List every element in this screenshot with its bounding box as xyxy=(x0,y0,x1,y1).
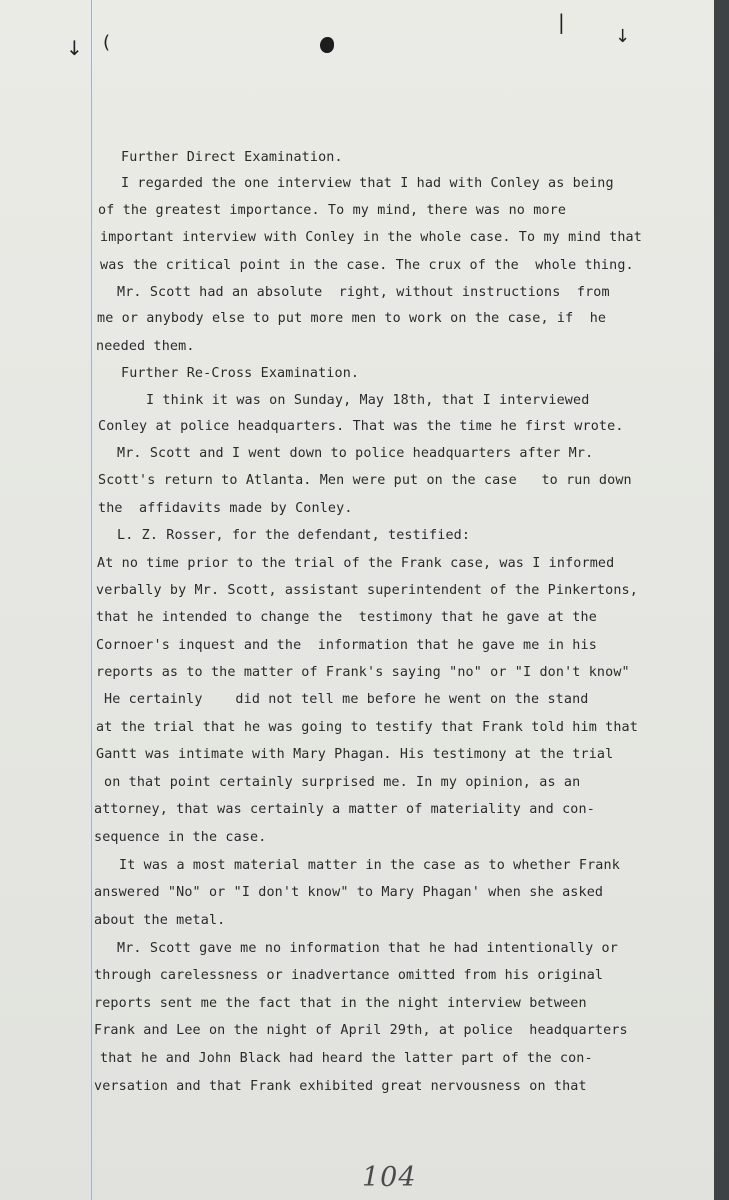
text-line: Mr. Scott and I went down to police headquarters after Mr. xyxy=(117,446,594,461)
text-line: attorney, that was certainly a matter of materiality and con- xyxy=(94,802,595,817)
text-line: Cornoer's inquest and the information that he gave me in his xyxy=(96,638,597,653)
text-line: Further Re-Cross Examination. xyxy=(121,366,360,381)
text-line: that he and John Black had heard the latter part of the con- xyxy=(100,1051,593,1066)
text-line: Further Direct Examination. xyxy=(121,150,343,165)
text-line: Frank and Lee on the night of April 29th, at police headquarters xyxy=(94,1023,628,1038)
text-line: sequence in the case. xyxy=(94,830,267,845)
text-line: I think it was on Sunday, May 18th, that I interviewed xyxy=(146,393,590,408)
tick-mark: ↓ xyxy=(615,26,631,47)
text-line: Scott's return to Atlanta. Men were put on the case to run down xyxy=(98,473,632,488)
tick-mark: | xyxy=(558,10,565,34)
text-line: Mr. Scott gave me no information that he had intentionally or xyxy=(117,941,618,956)
tick-mark: ( xyxy=(103,32,111,53)
text-line: reports sent me the fact that in the night interview between xyxy=(94,996,587,1011)
text-line: Gantt was intimate with Mary Phagan. His testimony at the trial xyxy=(96,747,614,762)
text-line: on that point certainly surprised me. In my opinion, as an xyxy=(104,775,581,790)
text-line: It was a most material matter in the case as to whether Frank xyxy=(119,858,620,873)
text-line: me or anybody else to put more men to work on the case, if he xyxy=(97,311,607,326)
text-line: At no time prior to the trial of the Frank case, was I informed xyxy=(97,556,615,571)
text-line: needed them. xyxy=(96,339,195,354)
text-line: was the critical point in the case. The crux of the whole thing. xyxy=(100,258,634,273)
page-number: 104 xyxy=(362,1162,417,1193)
text-line: reports as to the matter of Frank's saying "no" or "I don't know" xyxy=(96,665,630,680)
text-line: He certainly did not tell me before he went on the stand xyxy=(104,692,589,707)
text-line: that he intended to change the testimony that he gave at the xyxy=(96,610,597,625)
text-line: answered "No" or "I don't know" to Mary Phagan' when she asked xyxy=(94,885,604,900)
text-line: the affidavits made by Conley. xyxy=(98,501,353,516)
text-line: versation and that Frank exhibited great nervousness on that xyxy=(94,1079,587,1094)
text-line: Mr. Scott had an absolute right, without instructions from xyxy=(117,285,610,300)
text-line: at the trial that he was going to testify that Frank told him that xyxy=(96,720,638,735)
text-line: I regarded the one interview that I had with Conley as being xyxy=(121,176,614,191)
text-line: through carelessness or inadvertance omitted from his original xyxy=(94,968,604,983)
text-line: of the greatest importance. To my mind, there was no more xyxy=(98,203,567,218)
text-line: about the metal. xyxy=(94,913,226,928)
text-line: Conley at police headquarters. That was the time he first wrote. xyxy=(98,419,624,434)
text-line: verbally by Mr. Scott, assistant superintendent of the Pinkertons, xyxy=(96,583,638,598)
text-line: L. Z. Rosser, for the defendant, testified: xyxy=(117,528,471,543)
text-line: important interview with Conley in the whole case. To my mind that xyxy=(100,230,642,245)
tick-mark: ↓ xyxy=(66,36,83,60)
